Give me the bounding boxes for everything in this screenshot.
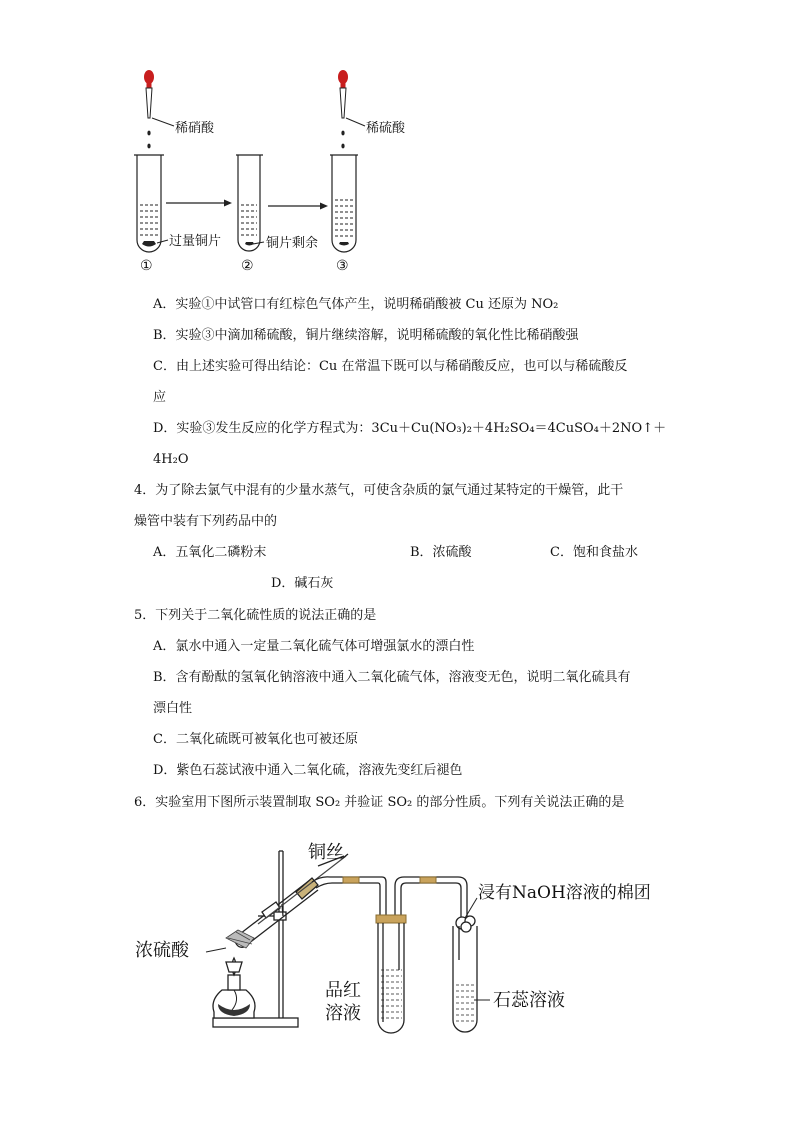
pointer-tube1 (157, 240, 168, 243)
conc-acid-label: 浓硫酸 (135, 940, 189, 961)
dropper-3 (338, 70, 348, 148)
tube-number-1: ① (140, 258, 153, 274)
q5-option-c: C．二氧化硫既可被氧化也可被还原 (153, 732, 358, 747)
q5-option-b-line2: 漂白性 (153, 701, 193, 716)
q4-option-c: C．饱和食盐水 (550, 545, 638, 560)
q4-option-d: D．碱石灰 (271, 576, 334, 591)
magenta-label-line2: 溶液 (325, 1003, 361, 1024)
q5-option-a: A．氯水中通入一定量二氧化硫气体可增强氯水的漂白性 (153, 639, 475, 654)
alcohol-lamp (213, 958, 255, 1018)
test-tube-1 (134, 155, 164, 252)
q4-stem-line1: 4．为了除去氯气中混有的少量水蒸气，可使含杂质的氯气通过某特定的干燥管，此干 (134, 483, 624, 498)
cotton-label: 浸有NaOH溶液的棉团 (478, 883, 651, 903)
q3-option-b: B．实验③中滴加稀硫酸，铜片继续溶解，说明稀硫酸的氧化性比稀硝酸强 (153, 328, 579, 343)
q3-option-c-line1: C．由上述实验可得出结论：Cu 在常温下既可以与稀硝酸反应，也可以与稀硫酸反 (153, 359, 628, 374)
tube-number-2: ② (241, 258, 254, 274)
delivery-tube (312, 877, 467, 920)
arrow-2-to-3 (268, 203, 328, 210)
q4-option-b: B．浓硫酸 (410, 545, 472, 560)
q5-option-b-line1: B．含有酚酞的氢氧化钠溶液中通入二氧化硫气体，溶液变无色，说明二氧化硫具有 (153, 670, 631, 685)
q3-option-c-line2: 应 (153, 390, 167, 405)
copper-wire-label: 铜丝 (308, 842, 344, 863)
q5-stem: 5．下列关于二氧化硫性质的说法正确的是 (134, 608, 377, 623)
q4-option-a: A．五氧化二磷粉末 (153, 545, 267, 560)
dropper-1 (144, 70, 154, 148)
litmus-solution-tube (453, 916, 477, 1032)
pointer-tube2 (253, 242, 264, 244)
iron-stand (213, 851, 298, 1027)
pointer-dropper3 (346, 118, 365, 126)
q3-option-d-line1: D．实验③发生反应的化学方程式为：3Cu＋Cu(NO₃)₂＋4H₂SO₄＝4CuSO₄＋2NO↑＋ (153, 421, 667, 436)
q3-option-d-line2: 4H₂O (153, 452, 189, 467)
figure-test-tubes (0, 0, 794, 300)
dropper1-label: 稀硝酸 (175, 121, 215, 136)
test-tube-3 (330, 155, 358, 252)
q6-stem: 6．实验室用下图所示装置制取 SO₂ 并验证 SO₂ 的部分性质。下列有关说法正确的是 (134, 795, 625, 810)
dropper3-label: 稀硫酸 (366, 121, 406, 136)
q4-stem-line2: 燥管中装有下列药品中的 (134, 514, 278, 529)
magenta-label-line1: 品红 (325, 980, 361, 1001)
test-tube-2 (236, 155, 263, 251)
tube1-label: 过量铜片 (169, 234, 222, 249)
q5-option-d: D．紫色石蕊试液中通入二氧化硫，溶液先变红后褪色 (153, 763, 463, 778)
tube2-label: 铜片剩余 (266, 236, 319, 251)
tube-number-3: ③ (336, 258, 349, 274)
reaction-tube (226, 854, 348, 948)
q3-option-a: A．实验①中试管口有红棕色气体产生，说明稀硝酸被 Cu 还原为 NO₂ (153, 297, 559, 312)
arrow-1-to-2 (166, 200, 232, 207)
litmus-label: 石蕊溶液 (493, 990, 565, 1011)
pointer-dropper1 (152, 118, 174, 126)
magenta-solution-tube (376, 915, 406, 1033)
